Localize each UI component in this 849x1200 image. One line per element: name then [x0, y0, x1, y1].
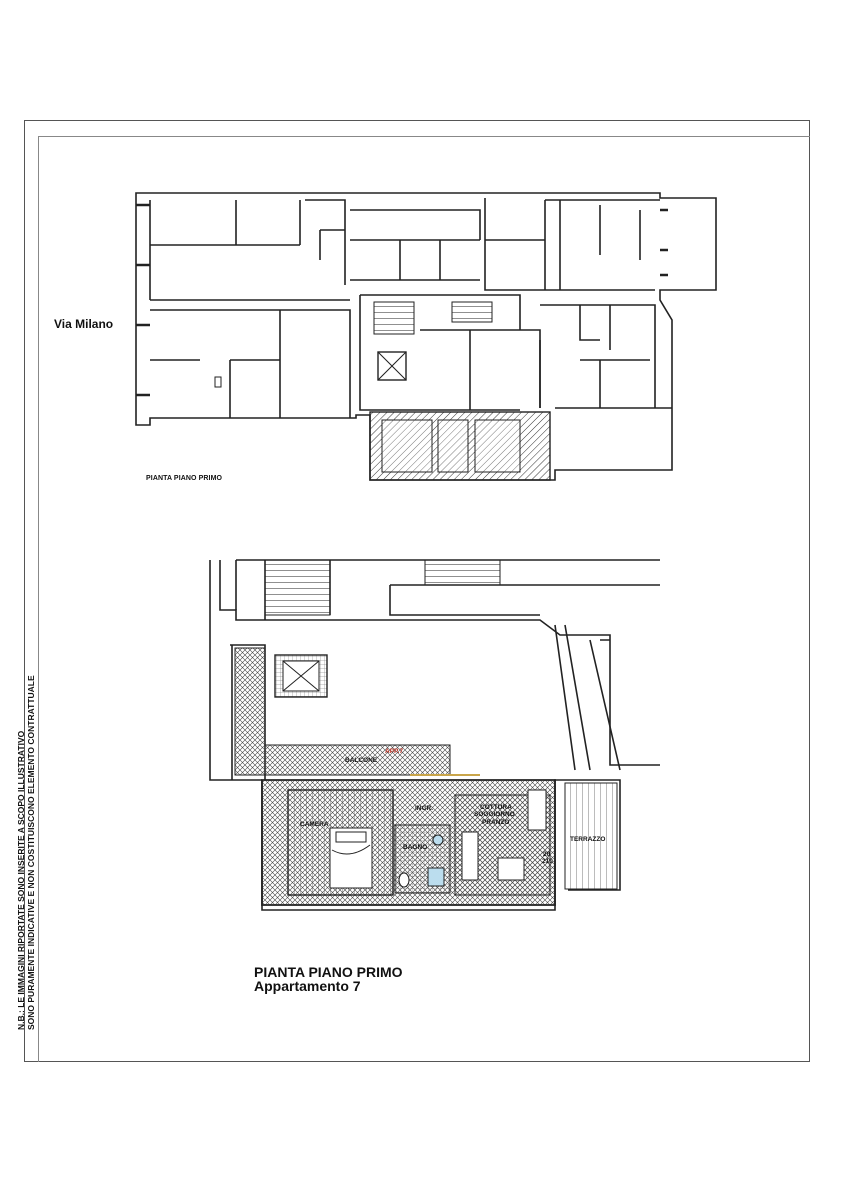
label-balcone: BALCONE — [345, 757, 378, 764]
label-bagno: BAGNO — [403, 844, 428, 851]
label-dim-b: 210 — [542, 858, 553, 865]
street-label: Via Milano — [54, 317, 114, 331]
bottom-stair-b — [425, 560, 500, 585]
label-apt-tag: APP.7 — [385, 748, 403, 755]
plan-title-block — [254, 965, 403, 993]
label-ingr: INGR. — [415, 805, 434, 812]
kitchen-counter — [528, 790, 546, 830]
top-stair-a — [374, 302, 414, 334]
bottom-stair-a — [265, 560, 330, 615]
disclaimer-note — [16, 610, 36, 1030]
label-terrazzo: TERRAZZO — [570, 836, 606, 843]
disclaimer-line-2: SONO PURAMENTE INDICATIVE E NON COSTITUISCONO ELEMENTO CONTRATTUALE — [26, 675, 36, 1030]
label-camera: CAMERA — [300, 821, 329, 828]
label-cottura: COTTURA — [480, 804, 512, 811]
balcony-hatch — [235, 648, 450, 775]
disclaimer-line-1: N.B.: LE IMMAGINI RIPORTATE SONO INSERITE A SCOPO ILLUSTRATIVO — [16, 730, 26, 1030]
top-plan-caption: PIANTA PIANO PRIMO — [146, 475, 223, 482]
top-stair-b — [452, 302, 492, 322]
label-dim-a: 20 — [543, 851, 551, 858]
sofa — [462, 832, 478, 880]
label-soggiorno: SOGGIORNO — [474, 811, 515, 818]
plan-subtitle: Appartamento 7 — [254, 978, 361, 994]
plan-title: PIANTA PIANO PRIMO — [254, 964, 403, 980]
label-pranzo: PRANZO — [482, 819, 510, 826]
dining-table — [498, 858, 524, 880]
